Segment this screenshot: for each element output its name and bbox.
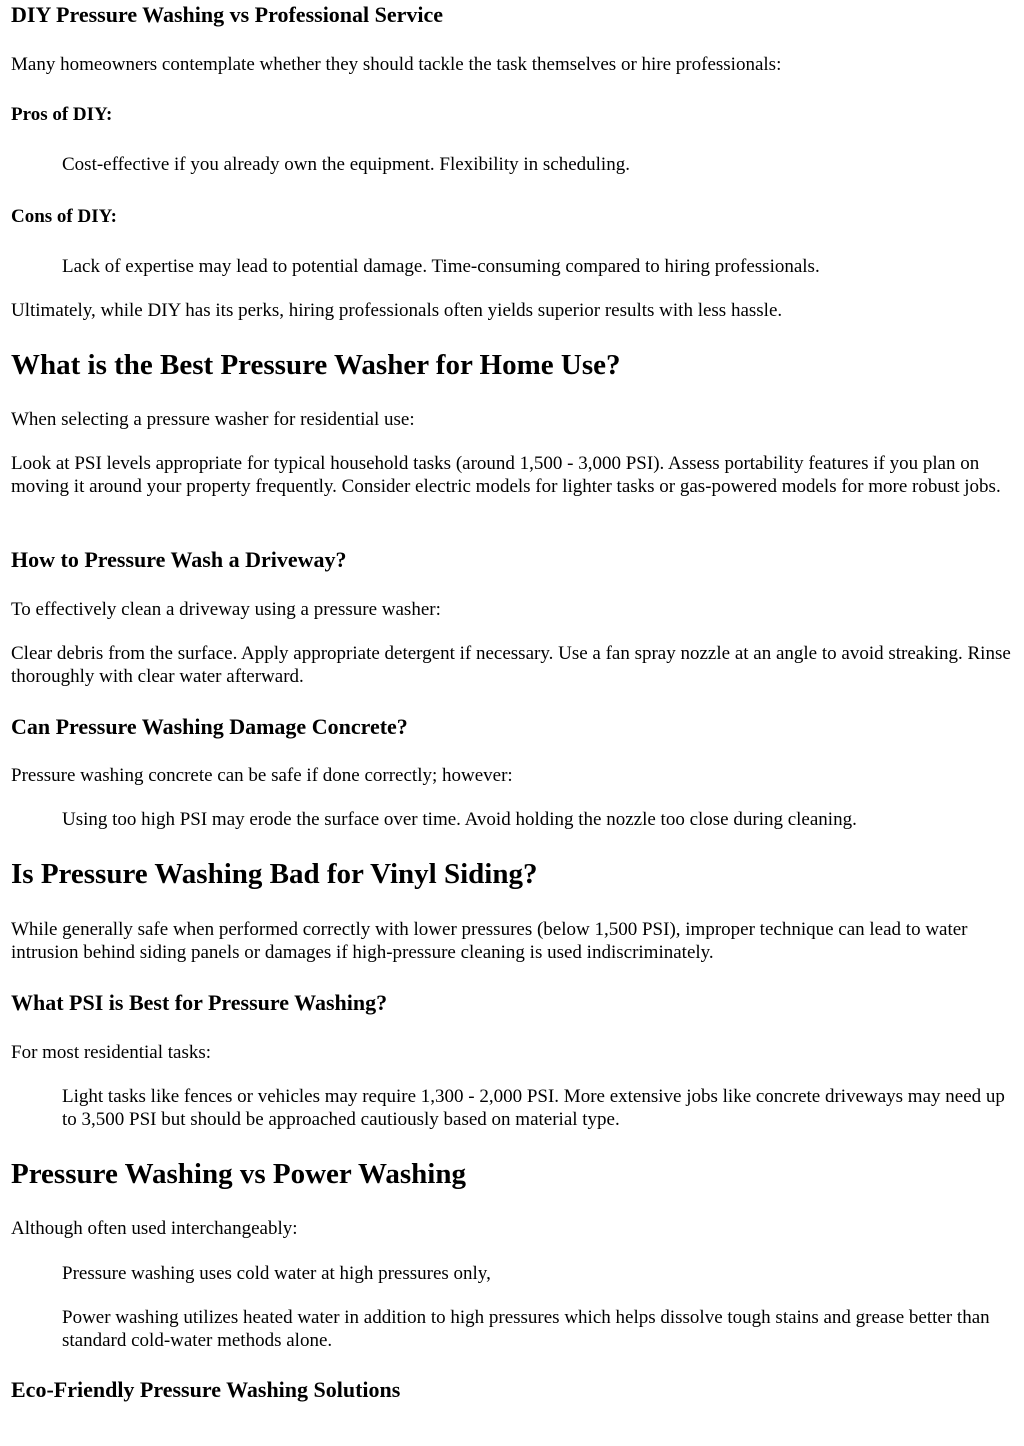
pros-text: Cost-effective if you already own the equipment. Flexibility in scheduling.	[62, 154, 630, 175]
psi-intro-paragraph: For most residential tasks:	[11, 1042, 212, 1063]
section-heading-psi: What PSI is Best for Pressure Washing?	[11, 990, 388, 1015]
section-heading-concrete: Can Pressure Washing Damage Concrete?	[11, 714, 408, 739]
section-heading-driveway: How to Pressure Wash a Driveway?	[11, 547, 347, 572]
diy-intro-paragraph: Many homeowners contemplate whether they should tackle the task themselves or hire professionals:	[11, 54, 782, 75]
vinyl-text-paragraph: While generally safe when performed correctly with lower pressures (below 1,500 PSI), improper technique can lead to water intrusion behind siding panels or damages if high-pressure cleaning is used indiscriminately.	[11, 919, 968, 963]
section-heading-best-washer: What is the Best Pressure Washer for Home Use?	[11, 349, 621, 381]
power-intro-paragraph: Although often used interchangeably:	[11, 1218, 298, 1239]
power-item-1: Pressure washing uses cold water at high pressures only,	[62, 1263, 491, 1284]
power-item-2: Power washing utilizes heated water in addition to high pressures which helps dissolve tough stains and grease better than standard cold-water methods alone.	[62, 1307, 990, 1351]
section-heading-vinyl: Is Pressure Washing Bad for Vinyl Siding?	[11, 858, 538, 890]
concrete-intro-paragraph: Pressure washing concrete can be safe if done correctly; however:	[11, 765, 513, 786]
psi-text: Light tasks like fences or vehicles may require 1,300 - 2,000 PSI. More extensive jobs like concrete driveways may need up to 3,500 PSI but should be approached cautiously based on material type.	[62, 1086, 1005, 1130]
driveway-text-paragraph: Clear debris from the surface. Apply appropriate detergent if necessary. Use a fan spray nozzle at an angle to avoid streaking. Rinse thoroughly with clear water afterward.	[11, 643, 1011, 687]
cons-heading: Cons of DIY:	[11, 206, 117, 227]
section-heading-power-washing: Pressure Washing vs Power Washing	[11, 1158, 466, 1190]
section-heading-eco: Eco-Friendly Pressure Washing Solutions	[11, 1377, 401, 1402]
concrete-text: Using too high PSI may erode the surface over time. Avoid holding the nozzle too close during cleaning.	[62, 809, 857, 830]
cons-text: Lack of expertise may lead to potential damage. Time-consuming compared to hiring professionals.	[62, 256, 820, 277]
best-washer-intro-paragraph: When selecting a pressure washer for residential use:	[11, 409, 415, 430]
driveway-intro-paragraph: To effectively clean a driveway using a pressure washer:	[11, 599, 441, 620]
pros-heading: Pros of DIY:	[11, 104, 113, 125]
diy-conclusion-paragraph: Ultimately, while DIY has its perks, hiring professionals often yields superior results with less hassle.	[11, 300, 783, 321]
best-washer-text-paragraph: Look at PSI levels appropriate for typical household tasks (around 1,500 - 3,000 PSI). Assess portability features if you plan on moving it around your property frequently. Consider electric models for lighter tasks or gas-powered models for more robust jobs.	[11, 453, 1001, 497]
section-heading-diy: DIY Pressure Washing vs Professional Service	[11, 2, 444, 27]
